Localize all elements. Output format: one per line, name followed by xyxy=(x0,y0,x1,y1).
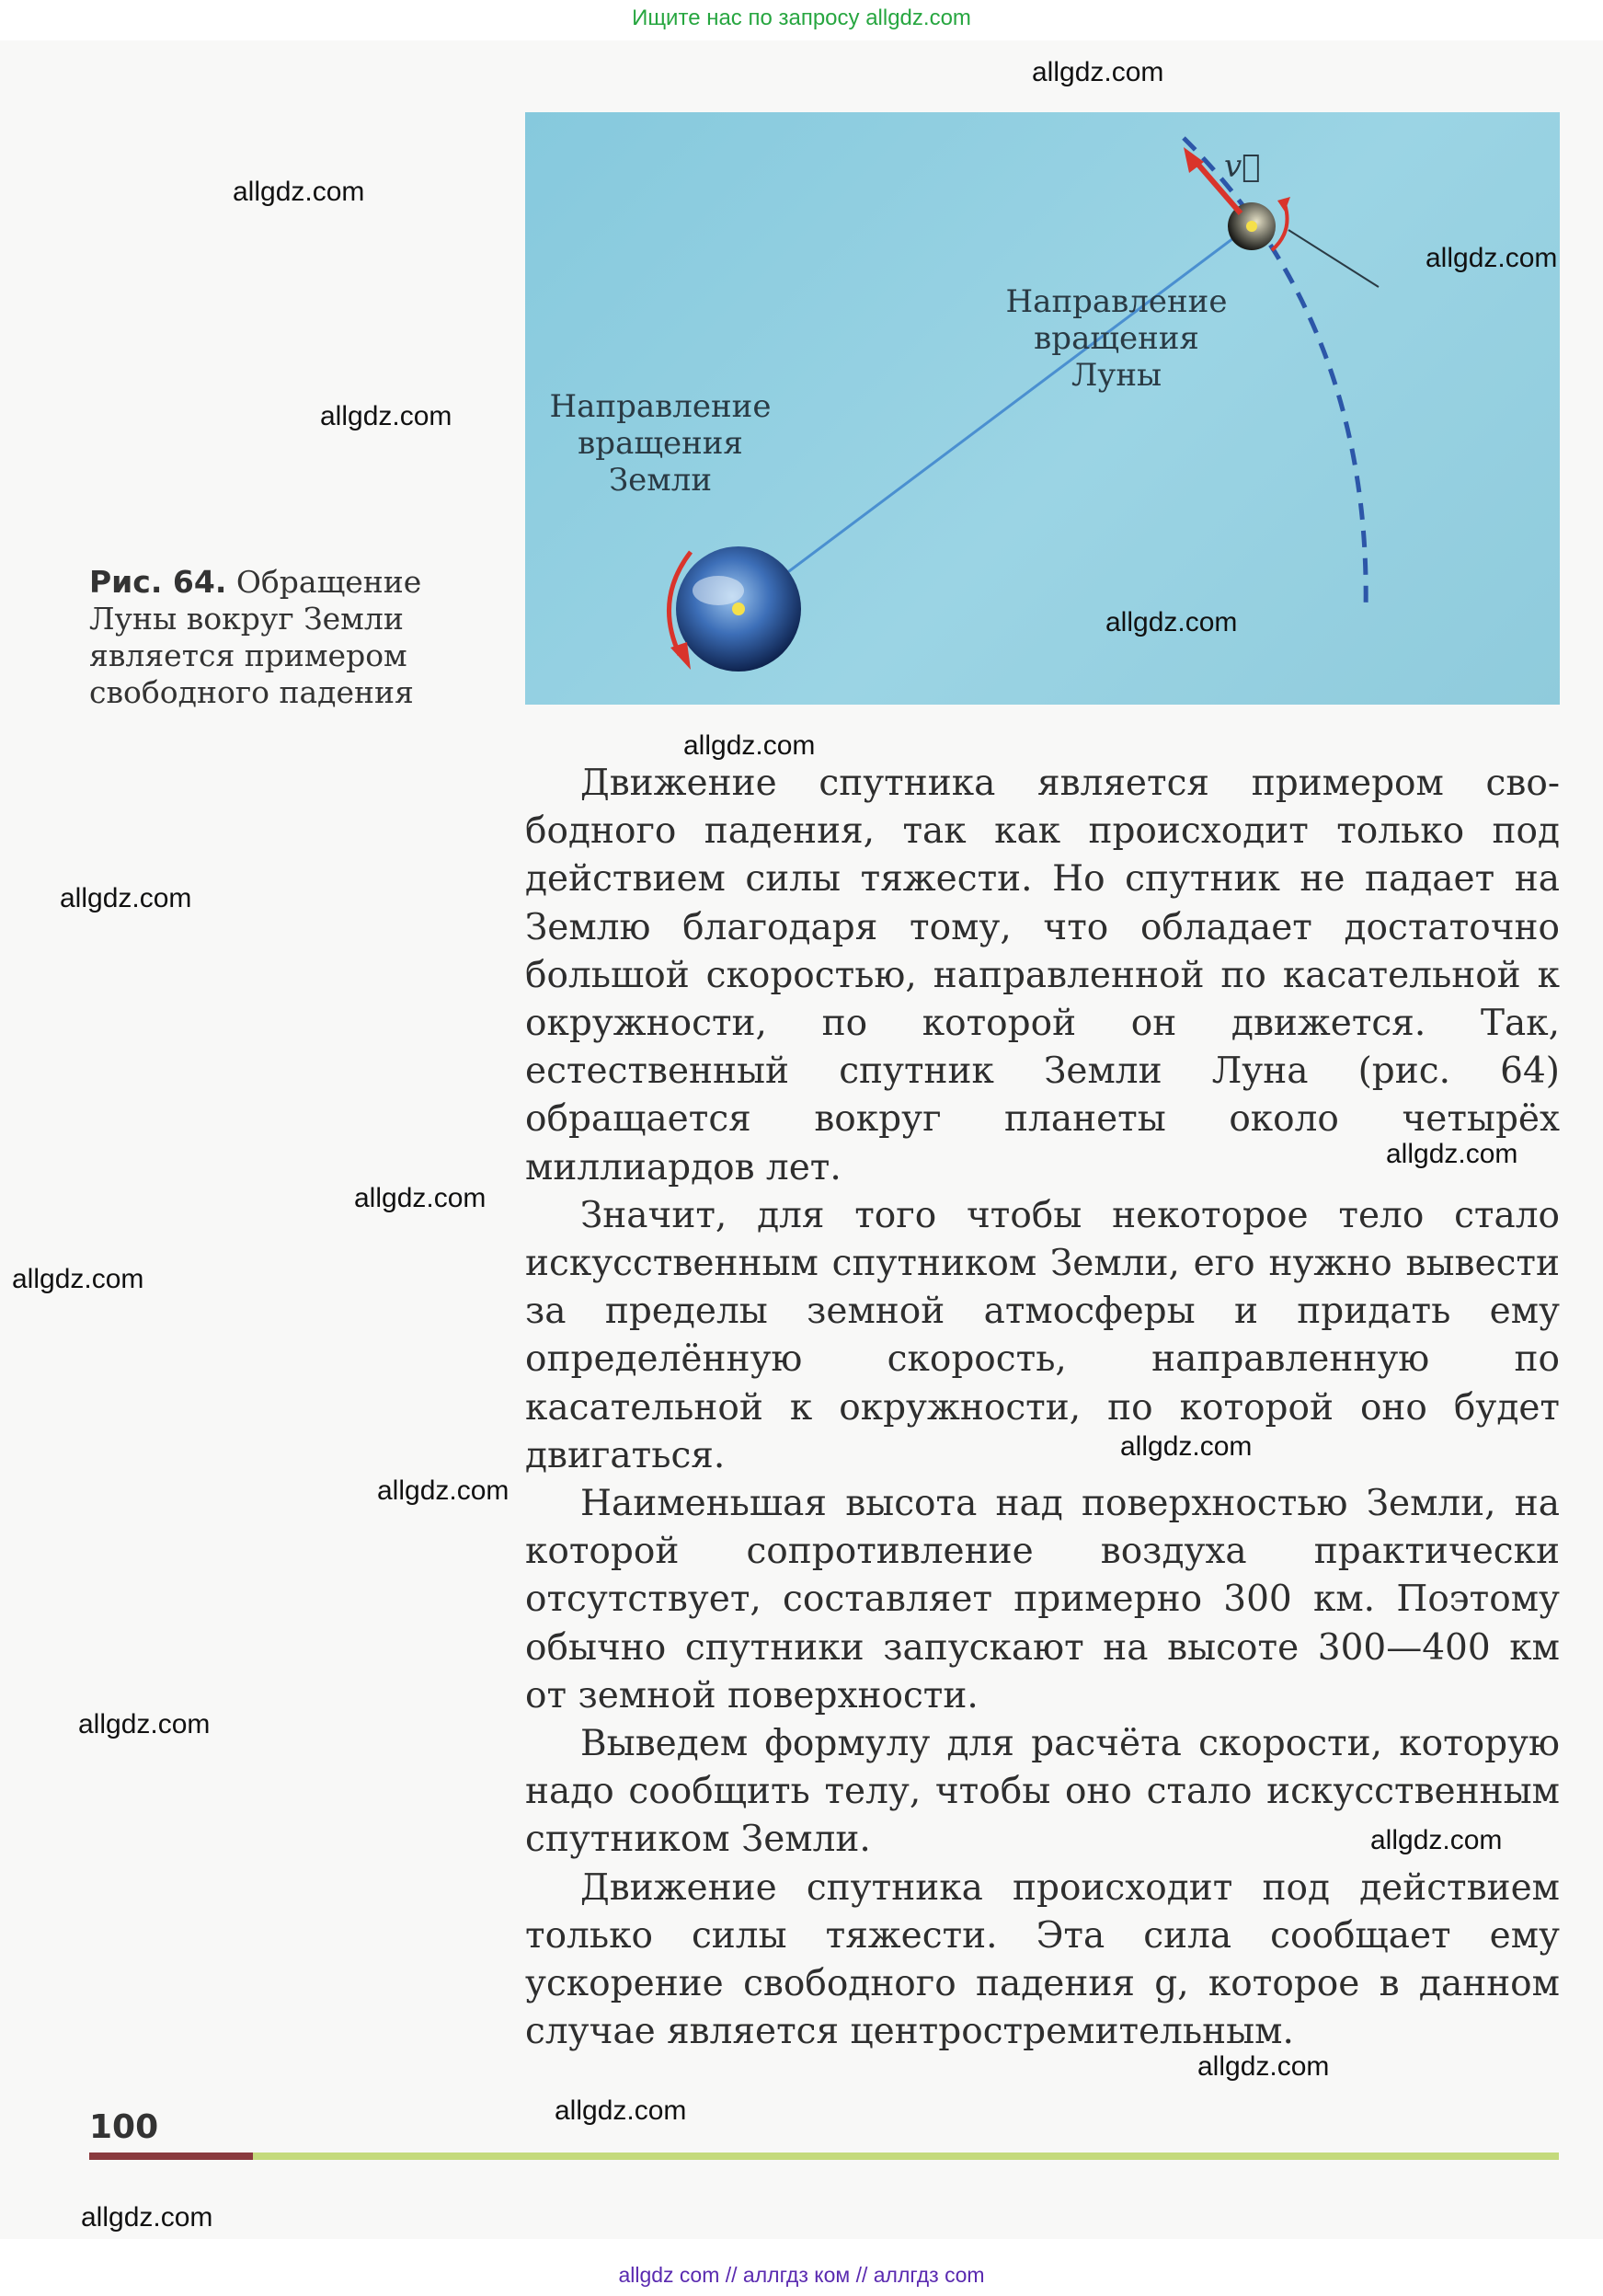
watermark[interactable]: allgdz.com xyxy=(1197,2051,1330,2082)
watermark[interactable]: allgdz.com xyxy=(683,730,816,761)
paragraph-1: Движение спутника является примером свободного падения, так как происходит только под действием силы тяжести. Но спутник не падает на Землю благодаря тому, что обладает достаточно большой скоростью, направленной по касательной к окружности, по которой он движется. Так, естественный спутник Земли Луна (рис. 64) обращается вокруг планеты около четырёх миллиардов лет. xyxy=(525,763,1560,1188)
caption-text: Обращение Луны вокруг Земли является примером свободного падения xyxy=(89,564,422,710)
caption-number: Рис. 64. xyxy=(89,564,227,600)
paragraph-4: Выведем формулу для расчёта скорости, которую надо сообщить телу, чтобы оно стало искусственным спутником Земли. xyxy=(525,1723,1560,1861)
watermark[interactable]: allgdz.com xyxy=(1105,607,1238,637)
watermark[interactable]: allgdz.com xyxy=(1386,1139,1518,1169)
watermark[interactable]: allgdz.com xyxy=(1032,57,1164,87)
paragraph-5: Движение спутника происходит под действием только силы тяжести. Эта сила сообщает ему ускорение свободного падения g, которое в данном случае является центростремительным. xyxy=(525,1866,1560,2053)
earth-clouds xyxy=(693,576,744,605)
watermark[interactable]: allgdz.com xyxy=(354,1183,487,1213)
footer-rule-dark xyxy=(89,2152,253,2160)
earth-label-line-3: Земли xyxy=(608,462,712,499)
moon-rotation-arrowhead xyxy=(1277,197,1290,212)
bottom-banner[interactable]: allgdz com // аллгдз ком // аллгдз сom xyxy=(618,2263,985,2287)
watermark[interactable]: allgdz.com xyxy=(60,883,192,913)
earth-label-line-1: Направление xyxy=(549,388,772,425)
earth-label-line-2: вращения xyxy=(578,425,743,462)
body-text xyxy=(525,760,1560,2056)
label-pointer xyxy=(1288,230,1379,287)
moon-label-line-2: вращения xyxy=(1034,320,1199,357)
paragraph-3: Наименьшая высота над поверхностью Земли, на которой сопротивление воздуха практически отсутствует, составляет примерно 300 км. Поэтому обычно спутники запускают на высоте 300—400 км от земной поверхности. xyxy=(525,1483,1560,1716)
moon-label-line-3: Луны xyxy=(1071,357,1162,394)
watermark[interactable]: allgdz.com xyxy=(555,2095,687,2126)
page-number: 100 xyxy=(89,2108,159,2146)
moon-center-dot xyxy=(1246,221,1257,232)
earth-rotation-label xyxy=(545,388,775,499)
footer-rule-light xyxy=(253,2152,1559,2160)
watermark[interactable]: allgdz.com xyxy=(377,1475,510,1506)
velocity-label: v⃗ xyxy=(1224,148,1261,185)
top-banner[interactable]: Ищите нас по запросу allgdz.com xyxy=(632,6,971,30)
watermark[interactable]: allgdz.com xyxy=(320,401,452,431)
watermark[interactable]: allgdz.com xyxy=(233,177,365,207)
watermark[interactable]: allgdz.com xyxy=(78,1709,211,1739)
figure-caption xyxy=(89,564,494,711)
paragraph-2: Значит, для того чтобы некоторое тело стало искусственным спутником Земли, его нужно вывести за пределы земной атмосферы и придать ему определённую скорость, направленную по касательной к окружности, по которой оно будет двигаться. xyxy=(525,1194,1560,1476)
watermark[interactable]: allgdz.com xyxy=(12,1264,144,1294)
watermark[interactable]: allgdz.com xyxy=(1426,243,1558,273)
moon-label-line-1: Направление xyxy=(1005,283,1228,320)
watermark[interactable]: allgdz.com xyxy=(1370,1825,1503,1855)
figure-64 xyxy=(525,112,1560,705)
moon-rotation-label xyxy=(1002,283,1231,394)
earth-center-dot xyxy=(732,603,745,615)
watermark[interactable]: allgdz.com xyxy=(1120,1431,1253,1462)
watermark[interactable]: allgdz.com xyxy=(81,2202,213,2233)
